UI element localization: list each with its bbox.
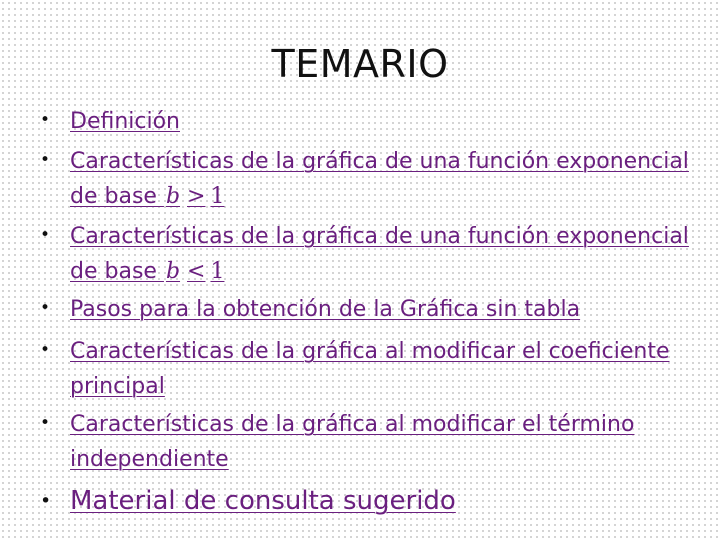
topic-pasos-grafica <box>40 292 690 327</box>
bullet-icon: • <box>40 340 51 360</box>
topic-termino-independiente <box>40 407 690 477</box>
math-number: 1 <box>210 259 225 284</box>
topic-material-consulta <box>40 481 690 521</box>
topic-link-termino-independiente[interactable]: Características de la gráfica al modificar el término independiente <box>70 412 635 472</box>
bullet-icon: • <box>40 110 51 130</box>
topic-text: Características de la gráfica de una función exponencial de base <box>70 224 689 284</box>
topic-link-material-consulta[interactable]: Material de consulta sugerido <box>70 486 456 516</box>
topic-base-menor-uno <box>40 219 690 289</box>
bullet-icon: • <box>40 150 51 170</box>
topic-link-base-menor-uno[interactable] <box>70 224 689 284</box>
math-variable: b <box>165 259 181 284</box>
topic-definicion <box>40 104 690 139</box>
topic-base-mayor-uno <box>40 144 690 214</box>
topic-text: Características de la gráfica de una función exponencial de base <box>70 149 689 209</box>
topic-coeficiente-principal <box>40 334 690 404</box>
math-variable: b <box>165 184 181 209</box>
slide-title: TEMARIO <box>271 42 449 86</box>
bullet-icon: • <box>40 490 52 512</box>
math-operator: > <box>187 184 206 209</box>
bullet-icon: • <box>40 298 51 318</box>
math-number: 1 <box>210 184 225 209</box>
topic-link-pasos-grafica[interactable]: Pasos para la obtención de la Gráfica sin tabla <box>70 297 581 322</box>
math-operator: < <box>187 259 206 284</box>
bullet-icon: • <box>40 413 51 433</box>
topic-link-coeficiente-principal[interactable]: Características de la gráfica al modificar el coeficiente principal <box>70 339 670 399</box>
topic-link-definicion[interactable]: Definición <box>70 109 180 134</box>
bullet-icon: • <box>40 225 51 245</box>
topic-link-base-mayor-uno[interactable] <box>70 149 689 209</box>
